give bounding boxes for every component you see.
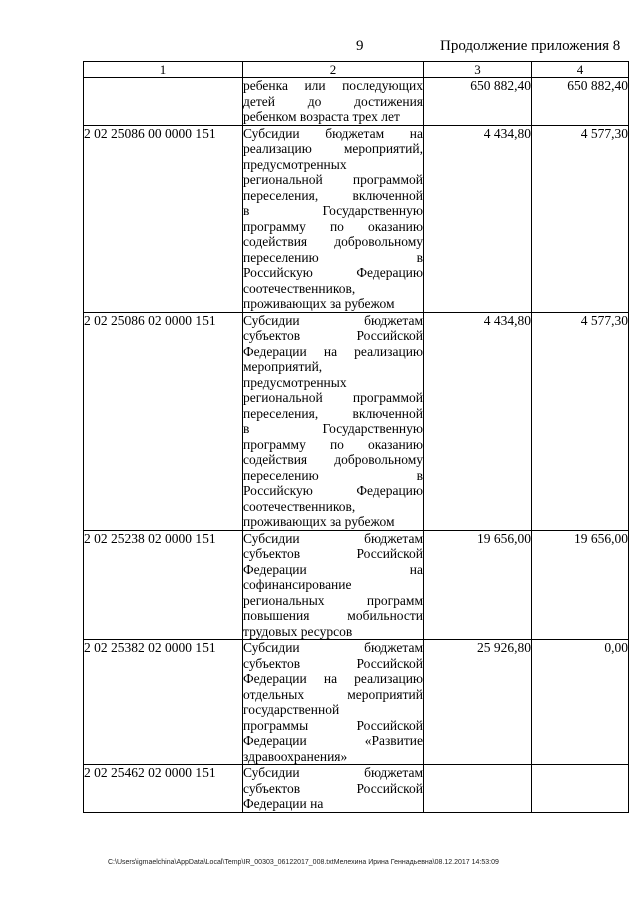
table-row — [84, 312, 629, 530]
description-line: программу по оказанию — [243, 218, 423, 234]
description-line: субъектов Российской — [243, 655, 423, 671]
amount-year-1-cell: 650 882,40 — [424, 78, 532, 126]
description-line: мероприятий, — [243, 359, 323, 374]
column-header-4: 4 — [532, 62, 629, 78]
income-description-cell — [243, 640, 424, 765]
description-line: Российскую Федерацию — [243, 483, 423, 498]
description-line: предусмотренных — [243, 156, 347, 172]
income-code-cell: 2 02 25382 02 0000 151 — [84, 640, 243, 765]
description-line: Федерации «Развитие — [243, 733, 423, 748]
description-line: государственной — [243, 702, 340, 717]
description-line: соотечественников, — [243, 280, 356, 296]
description-line: детей до достижения — [243, 93, 423, 109]
description-line: переселению в — [243, 467, 423, 483]
table-row — [84, 530, 629, 640]
description-line: переселения, включенной — [243, 187, 423, 203]
description-line: субъектов Российской — [243, 546, 423, 561]
description-line: Федерации на реализацию — [243, 671, 423, 686]
description-line: региональной программой — [243, 390, 423, 405]
table-row — [84, 765, 629, 813]
description-line: соотечественников, — [243, 498, 356, 514]
table-row — [84, 640, 629, 765]
description-line: трудовых ресурсов — [243, 623, 353, 639]
description-line: предусмотренных — [243, 374, 347, 390]
description-line: повышения мобильности — [243, 608, 423, 623]
description-line: здравоохранения» — [243, 748, 348, 764]
table-row — [84, 125, 629, 312]
description-line: Федерации на — [243, 561, 423, 577]
income-code-cell: 2 02 25086 00 0000 151 — [84, 125, 243, 312]
description-line: содействия добровольному — [243, 234, 423, 249]
income-description-cell — [243, 530, 424, 640]
description-line: ребенком возраста трех лет — [243, 109, 400, 124]
income-description-cell — [243, 765, 424, 813]
column-header-3: 3 — [424, 62, 532, 78]
description-line: переселению в — [243, 249, 423, 265]
description-line: Субсидии бюджетам — [243, 640, 423, 655]
description-line: содействия добровольному — [243, 452, 423, 467]
description-line: софинансирование — [243, 577, 352, 592]
description-line: в Государственную — [243, 203, 423, 218]
amount-year-2-cell: 4 577,30 — [532, 125, 629, 312]
table-header — [84, 62, 629, 78]
description-line: программы Российской — [243, 717, 423, 733]
description-line: переселения, включенной — [243, 405, 423, 421]
description-line: Федерации на реализацию — [243, 343, 423, 359]
income-code-cell: 2 02 25086 02 0000 151 — [84, 312, 243, 530]
description-line: программу по оказанию — [243, 436, 423, 452]
income-code-cell — [84, 78, 243, 126]
description-line: региональной программой — [243, 172, 423, 187]
description-line: региональных программ — [243, 592, 423, 608]
amount-year-2-cell: 0,00 — [532, 640, 629, 765]
column-header-1: 1 — [84, 62, 243, 78]
amount-year-2-cell: 650 882,40 — [532, 78, 629, 126]
amount-year-2-cell: 19 656,00 — [532, 530, 629, 640]
table-row — [84, 78, 629, 126]
description-line: Федерации на — [243, 796, 324, 811]
footer-file-path: C:\Users\igmaelchina\AppData\Local\Temp\IR_00303_06122017_008.txtМелехина Ирина Геннадьевна\08.12.2017 14:53:09 — [108, 859, 499, 866]
income-code-cell: 2 02 25238 02 0000 151 — [84, 530, 243, 640]
description-line: проживающих за рубежом — [243, 514, 395, 529]
description-line: Субсидии бюджетам — [243, 765, 423, 780]
amount-year-1-cell: 19 656,00 — [424, 530, 532, 640]
income-code-cell: 2 02 25462 02 0000 151 — [84, 765, 243, 813]
amount-year-2-cell — [532, 765, 629, 813]
header-row — [84, 62, 629, 78]
description-line: Субсидии бюджетам на — [243, 125, 423, 141]
column-header-2: 2 — [243, 62, 424, 78]
income-description-cell — [243, 312, 424, 530]
budget-table — [83, 61, 629, 813]
page-number: 9 — [356, 38, 364, 54]
description-line: ребенка или последующих — [243, 78, 423, 93]
description-line: субъектов Российской — [243, 780, 423, 796]
amount-year-1-cell — [424, 765, 532, 813]
description-line: реализацию мероприятий, — [243, 141, 423, 156]
description-line: в Государственную — [243, 421, 423, 436]
appendix-continuation-title: Продолжение приложения 8 — [440, 38, 621, 54]
amount-year-1-cell: 25 926,80 — [424, 640, 532, 765]
description-line: субъектов Российской — [243, 328, 423, 343]
description-line: проживающих за рубежом — [243, 296, 395, 311]
description-line: Российскую Федерацию — [243, 265, 423, 280]
income-description-cell — [243, 78, 424, 126]
amount-year-2-cell: 4 577,30 — [532, 312, 629, 530]
table-body — [84, 78, 629, 813]
amount-year-1-cell: 4 434,80 — [424, 312, 532, 530]
description-line: Субсидии бюджетам — [243, 530, 423, 546]
amount-year-1-cell: 4 434,80 — [424, 125, 532, 312]
description-line: отдельных мероприятий — [243, 686, 423, 702]
description-line: Субсидии бюджетам — [243, 312, 423, 328]
income-description-cell — [243, 125, 424, 312]
